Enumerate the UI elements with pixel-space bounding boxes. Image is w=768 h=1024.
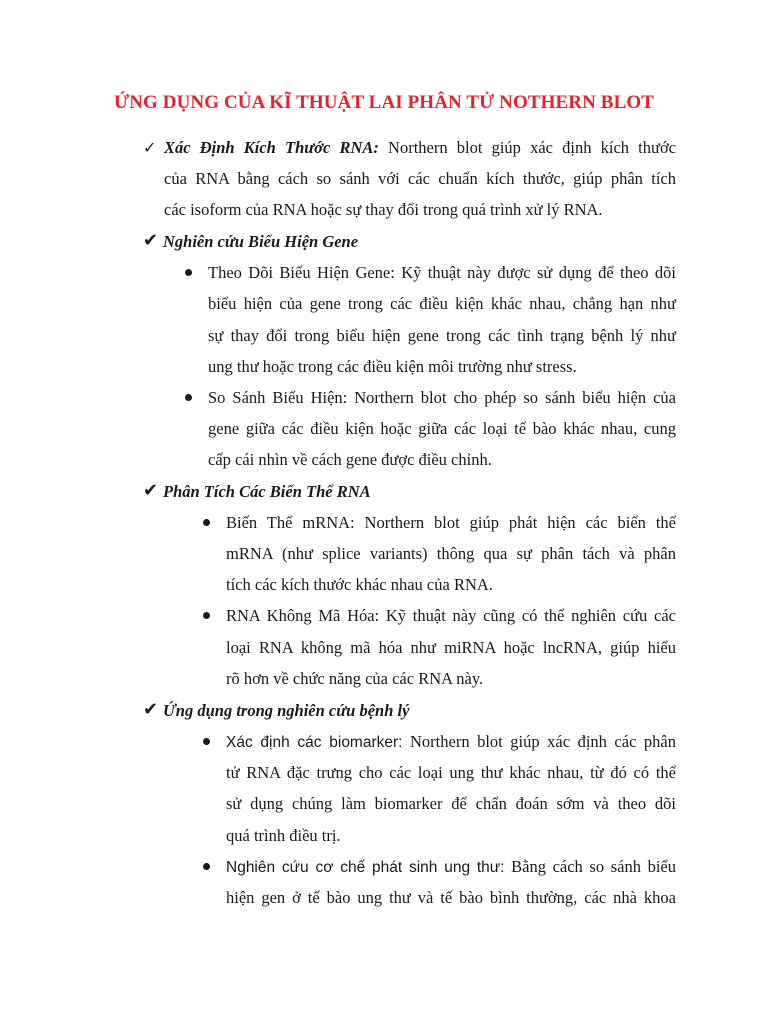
section-4-bullet-2-line-1 xyxy=(226,857,676,878)
section-2-bullet-1-line-1: Theo Dõi Biểu Hiện Gene: Kỹ thuật này được sử dụng để theo dõi xyxy=(208,263,676,282)
section-4-bullet-1-lead: Xác định các biomarker: xyxy=(226,734,403,751)
section-2-heading: Nghiên cứu Biểu Hiện Gene xyxy=(163,232,359,251)
bullet-icon xyxy=(203,738,210,745)
section-1-heading: Xác Định Kích Thước RNA: xyxy=(164,138,379,157)
section-4-bullet-2-lead: Nghiên cứu cơ chế phát sinh ung thư: xyxy=(226,859,505,876)
bullet-icon xyxy=(203,863,210,870)
section-3-bullet-1-line-3: tích các kích thước khác nhau của RNA. xyxy=(226,575,493,594)
page-title: ỨNG DỤNG CỦA KĨ THUẬT LAI PHÂN TỬ NOTHERN BLOT xyxy=(113,92,654,113)
section-2-bullet-2-line-3: cấp cái nhìn về cách gene được điều chỉnh. xyxy=(208,450,492,469)
section-4-bullet-2-line-2: hiện gen ở tế bào ung thư và tế bào bình thường, các nhà khoa xyxy=(226,888,676,907)
section-1-line-3: các isoform của RNA hoặc sự thay đổi trong quá trình xử lý RNA. xyxy=(164,200,603,219)
checkmark-icon: ✔ xyxy=(143,699,159,720)
section-2-bullet-1-line-4: ung thư hoặc trong các điều kiện môi trường như stress. xyxy=(208,357,577,376)
section-4-bullet-2-text: Bằng cách so sánh biểu xyxy=(504,857,676,876)
section-3-heading: Phân Tích Các Biến Thể RNA xyxy=(163,482,371,501)
section-1-text: Northern blot giúp xác định kích thước xyxy=(378,138,677,157)
section-4-heading: Ứng dụng trong nghiên cứu bệnh lý xyxy=(163,701,410,720)
bullet-icon xyxy=(203,612,210,619)
section-3-bullet-1-line-2: mRNA (như splice variants) thông qua sự phân tách và phân xyxy=(226,544,676,563)
section-4-bullet-1-line-4: quá trình điều trị. xyxy=(226,826,341,845)
bullet-icon xyxy=(203,519,210,526)
section-3-bullet-1-line-1: Biến Thể mRNA: Northern blot giúp phát hiện các biến thể xyxy=(226,513,676,532)
section-2-bullet-2-line-1: So Sánh Biểu Hiện: Northern blot cho phép so sánh biểu hiện của xyxy=(208,388,676,407)
section-1-line-1 xyxy=(164,138,676,158)
checkmark-icon: ✔ xyxy=(143,230,159,251)
bullet-icon xyxy=(185,269,192,276)
section-2-bullet-2-line-2: gene giữa các điều kiện hoặc giữa các loại tế bào khác nhau, cung xyxy=(208,419,676,438)
section-2-bullet-1-line-2: biểu hiện của gene trong các điều kiện khác nhau, chẳng hạn như xyxy=(208,294,676,313)
section-3-bullet-2-line-1: RNA Không Mã Hóa: Kỹ thuật này cũng có thể nghiên cứu các xyxy=(226,606,676,625)
section-3-bullet-2-line-3: rõ hơn về chức năng của các RNA này. xyxy=(226,669,484,688)
bullet-icon xyxy=(185,394,192,401)
section-3-bullet-2-line-2: loại RNA không mã hóa như miRNA hoặc lncRNA, giúp hiểu xyxy=(226,638,676,657)
section-4-bullet-1-line-3: sử dụng chúng làm biomarker để chẩn đoán sớm và theo dõi xyxy=(226,794,676,813)
section-4-bullet-1-line-1 xyxy=(226,732,676,753)
section-4-bullet-1-text: Northern blot giúp xác định các phân xyxy=(402,732,676,751)
checkmark-icon: ✓ xyxy=(143,138,157,157)
section-1-line-2: của RNA bằng cách so sánh với các chuẩn kích thước, giúp phân tích xyxy=(164,169,676,188)
section-4-bullet-1-line-2: tử RNA đặc trưng cho các loại ung thư khác nhau, từ đó có thể xyxy=(226,763,676,782)
section-2-bullet-1-line-3: sự thay đổi trong biểu hiện gene trong các tình trạng bệnh lý như xyxy=(208,326,676,345)
checkmark-icon: ✔ xyxy=(143,480,159,501)
